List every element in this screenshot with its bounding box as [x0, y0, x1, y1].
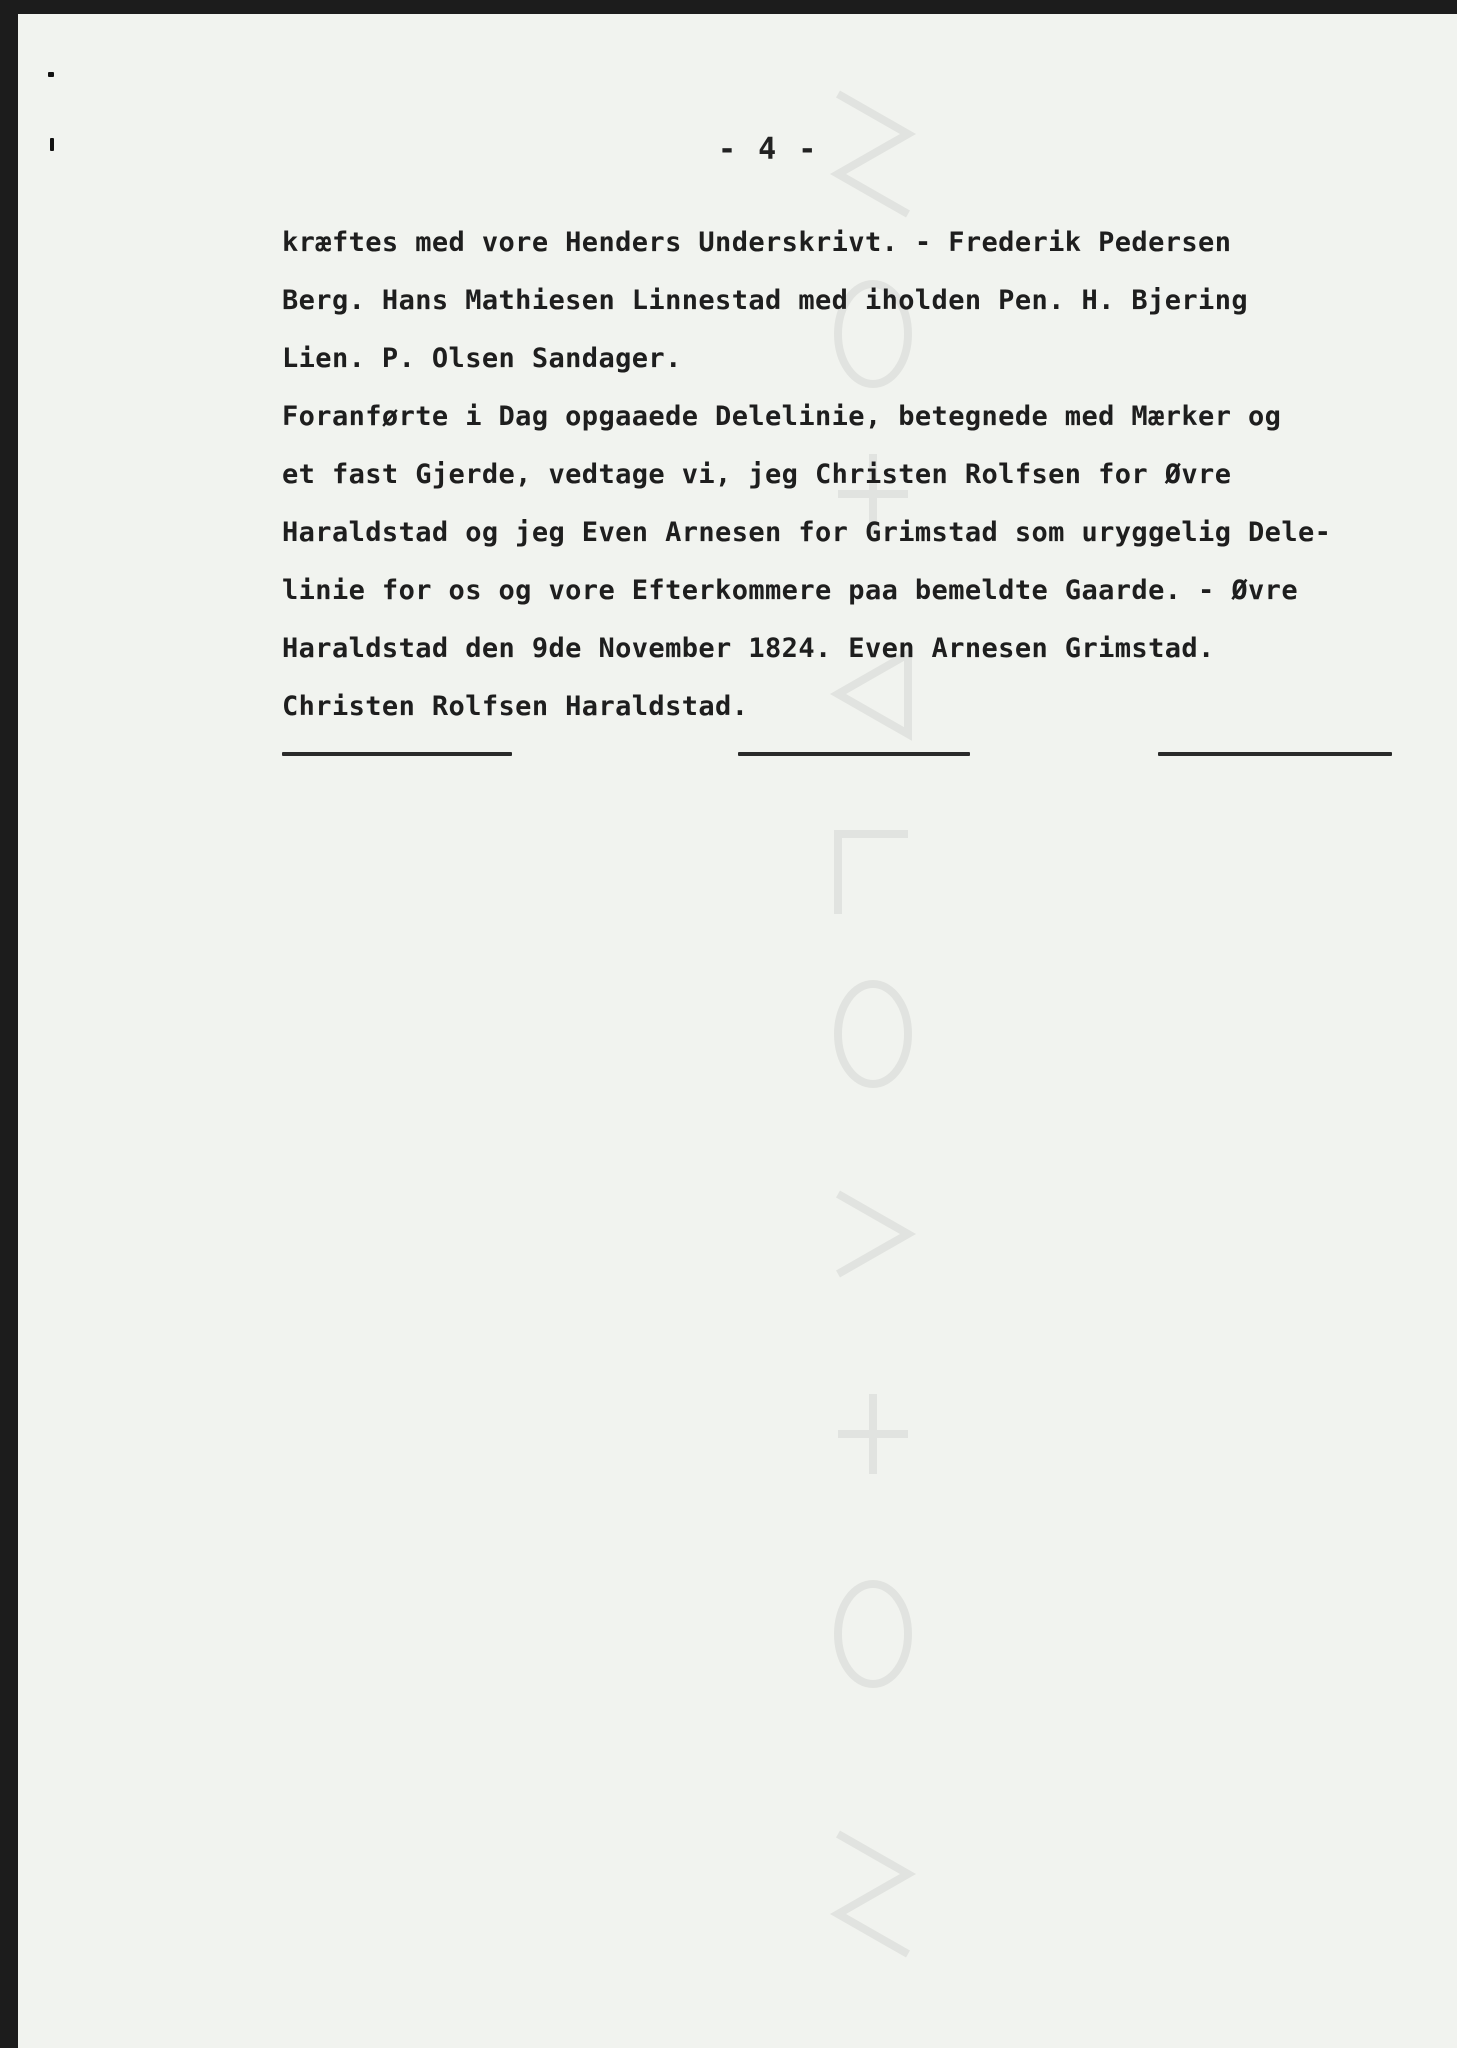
text-line: Haraldstad den 9de November 1824. Even Arnesen Grimstad.	[282, 633, 1215, 664]
text-line: Christen Rolfsen Haraldstad.	[282, 691, 749, 722]
text-line: Berg. Hans Mathiesen Linnestad med iholden Pen. H. Bjering	[282, 285, 1249, 316]
section-divider-right	[1158, 752, 1392, 756]
text-line: kræftes med vore Henders Underskrivt. - Frederik Pedersen	[282, 227, 1232, 258]
margin-mark	[48, 72, 54, 77]
text-line: linie for os og vore Efterkommere paa bemeldte Gaarde. - Øvre	[282, 575, 1298, 606]
margin-mark	[50, 138, 54, 151]
text-line: Foranførte i Dag opgaaede Delelinie, betegnede med Mærker og	[282, 401, 1282, 432]
section-divider-center	[738, 752, 970, 756]
text-line: Haraldstad og jeg Even Arnesen for Grimstad som uryggelig Dele-	[282, 517, 1332, 548]
section-divider-left	[282, 752, 512, 756]
document-page	[18, 14, 1457, 2048]
body-text	[282, 214, 1412, 736]
text-line: Lien. P. Olsen Sandager.	[282, 343, 682, 374]
text-line: et fast Gjerde, vedtage vi, jeg Christen Rolfsen for Øvre	[282, 459, 1232, 490]
page-number: - 4 -	[718, 132, 819, 167]
